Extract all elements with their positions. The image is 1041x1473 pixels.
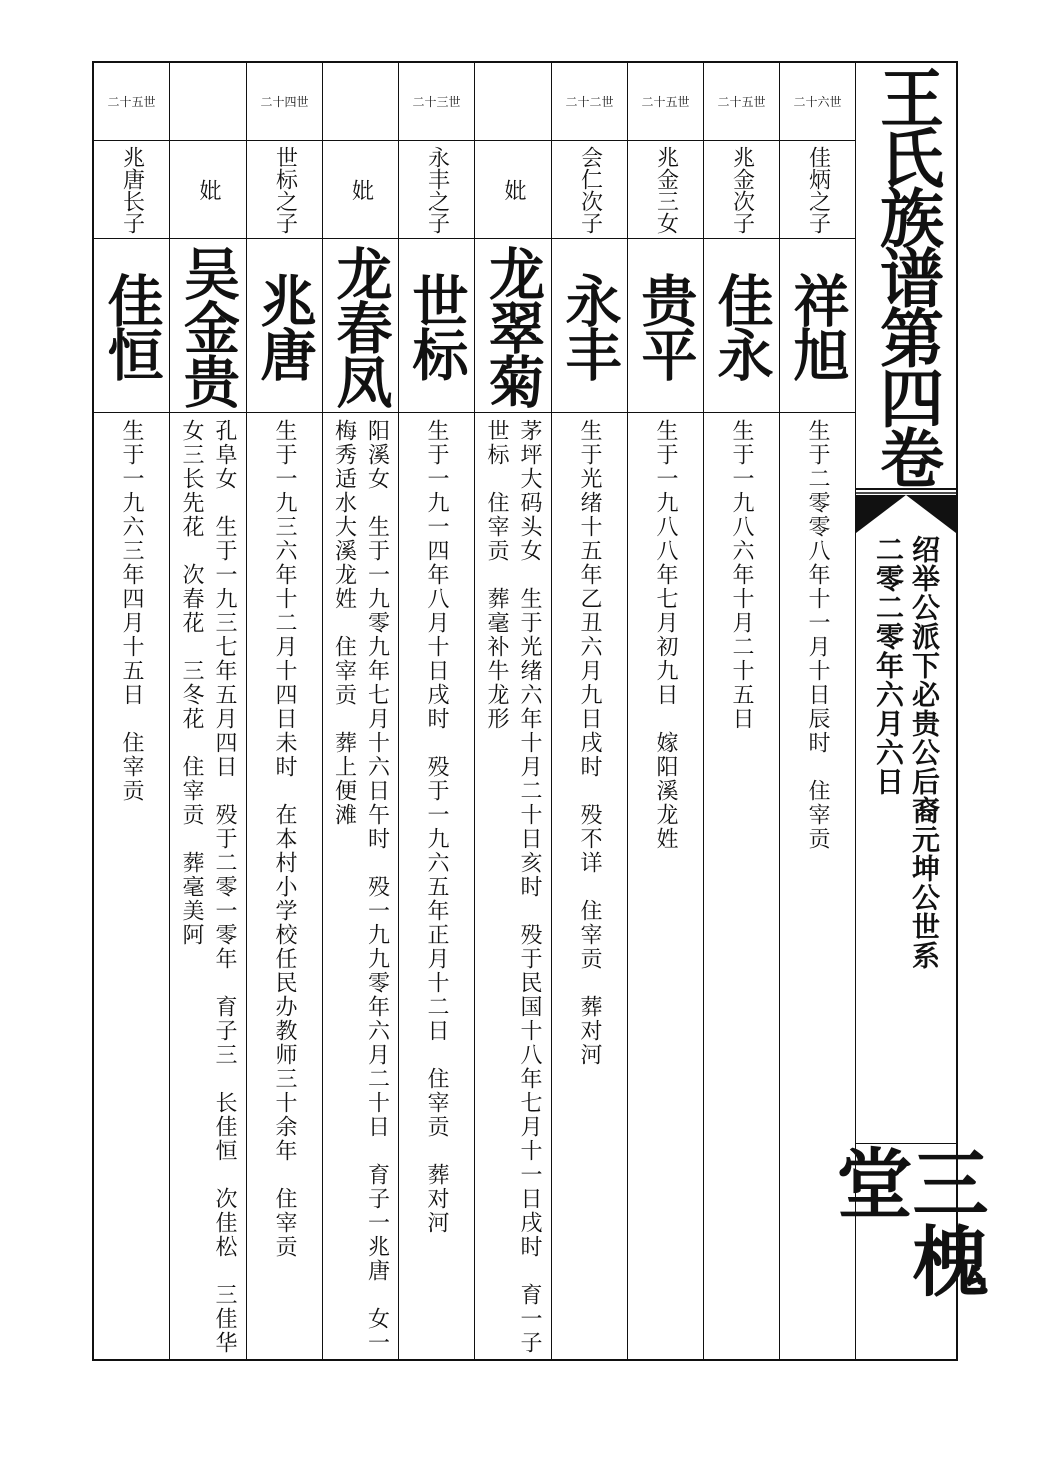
bio-cell [247, 413, 322, 1359]
relation-cell [399, 141, 474, 239]
generation-cell [780, 63, 855, 141]
relation-label: 佳炳之子 [805, 145, 831, 234]
generation-cell [628, 63, 703, 141]
subtitle-cell [856, 535, 956, 1143]
name-cell [399, 239, 474, 413]
entry-column [323, 63, 399, 1359]
bio-cell [704, 413, 779, 1359]
bio-cell [628, 413, 703, 1359]
person-bio: 生于一九八六年十月二十五日 [729, 419, 754, 731]
relation-label: 兆金次子 [729, 145, 755, 234]
generation-label: 二十五世 [717, 94, 766, 109]
title-cell [856, 63, 956, 487]
relation-cell [94, 141, 169, 239]
name-cell [323, 239, 398, 413]
name-cell [475, 239, 551, 413]
person-name: 吴金贵 [175, 244, 241, 407]
relation-label: 兆唐长子 [119, 145, 145, 234]
name-cell [552, 239, 627, 413]
relation-cell [704, 141, 779, 239]
book-title: 王氏族谱第四卷 [869, 65, 944, 485]
entry-column [628, 63, 704, 1359]
relation-label: 永丰之子 [424, 145, 450, 234]
person-name: 龙翠菊 [480, 244, 546, 407]
bio-cell [399, 413, 474, 1359]
relation-label: 兆金三女 [653, 145, 679, 234]
fishtail-divider [856, 487, 956, 535]
generation-cell [247, 63, 322, 141]
name-cell [247, 239, 322, 413]
bio-cell [94, 413, 169, 1359]
person-name: 贵平 [632, 271, 699, 380]
entry-column [552, 63, 628, 1359]
hall-name: 三槐堂 [824, 1144, 989, 1300]
name-cell [94, 239, 169, 413]
relation-cell [247, 141, 322, 239]
relation-cell [475, 141, 551, 239]
relation-cell [780, 141, 855, 239]
person-bio: 茅坪大码头女 生于光绪六年十月二十日亥时 殁于民国十八年七月十一日戌时 育一子世标 住宰贡 葬毫补牛龙形 [484, 419, 542, 1355]
person-name: 世标 [403, 271, 470, 380]
genealogy-page [92, 61, 989, 1379]
relation-label: 会仁次子 [577, 145, 603, 234]
generation-cell [399, 63, 474, 141]
person-name: 兆唐 [251, 271, 318, 380]
person-bio: 孔阜女 生于一九三七年五月四日 殁于二零一零年 育子三 长佳恒 次佳松 三佳华 女三长先花 次春花 三冬花 住宰贡 葬毫美阿 [179, 419, 237, 1379]
generation-label: 二十五世 [107, 94, 156, 109]
person-name: 祥旭 [784, 271, 851, 380]
entry-column [247, 63, 323, 1359]
bio-cell [552, 413, 627, 1359]
generation-label: 二十六世 [793, 94, 842, 109]
generation-label: 二十二世 [565, 94, 614, 109]
person-name: 永丰 [556, 271, 623, 380]
generation-cell [323, 63, 398, 141]
bio-cell [170, 413, 246, 1379]
relation-cell [628, 141, 703, 239]
person-bio: 阳溪女 生于一九零九年七月十六日午时 殁一九九零年六月二十日 育子一兆唐 女一梅秀适水大溪龙姓 住宰贡 葬上便滩 [331, 419, 390, 1355]
entry-column [170, 63, 247, 1379]
bio-cell [475, 413, 551, 1359]
person-name: 佳永 [708, 271, 775, 380]
relation-label: 妣 [500, 178, 526, 201]
name-cell [170, 239, 246, 413]
person-name: 佳恒 [98, 271, 165, 380]
generation-label: 二十四世 [260, 94, 309, 109]
generation-cell [704, 63, 779, 141]
name-cell [628, 239, 703, 413]
name-cell [704, 239, 779, 413]
relation-label: 妣 [195, 178, 221, 201]
generation-cell [475, 63, 551, 141]
person-bio: 生于一九三六年十二月十四日未时 在本村小学校任民办教师三十余年 住宰贡 [272, 419, 297, 1259]
lineage-subtitle: 绍举公派下必贵公后裔元坤公世系 [908, 535, 941, 970]
generation-cell [170, 63, 246, 141]
name-cell [780, 239, 855, 413]
bio-cell [323, 413, 398, 1359]
person-bio: 生于二零零八年十一月十日辰时 住宰贡 [805, 419, 830, 851]
relation-cell [170, 141, 246, 239]
generation-cell [552, 63, 627, 141]
entry-column [475, 63, 552, 1359]
relation-cell [323, 141, 398, 239]
relation-cell [552, 141, 627, 239]
compile-date: 二零二零年六月六日 [872, 535, 905, 796]
relation-label: 妣 [348, 178, 374, 201]
entry-column [399, 63, 475, 1359]
relation-label: 世标之子 [272, 145, 298, 234]
generation-cell [94, 63, 169, 141]
person-bio: 生于一九一四年八月十日戌时 殁于一九六五年正月十二日 住宰贡 葬对河 [424, 419, 449, 1235]
generation-label: 二十三世 [412, 94, 461, 109]
person-bio: 生于光绪十五年乙丑六月九日戌时 殁不详 住宰贡 葬对河 [577, 419, 602, 1067]
person-bio: 生于一九八八年七月初九日 嫁阳溪龙姓 [653, 419, 678, 851]
entry-column [94, 63, 170, 1359]
hall-cell [824, 1143, 989, 1359]
person-name: 龙春凤 [327, 244, 394, 407]
person-bio: 生于一九六三年四月十五日 住宰贡 [119, 419, 144, 803]
generation-label: 二十五世 [641, 94, 690, 109]
title-column [824, 63, 989, 1359]
entry-column [704, 63, 780, 1359]
